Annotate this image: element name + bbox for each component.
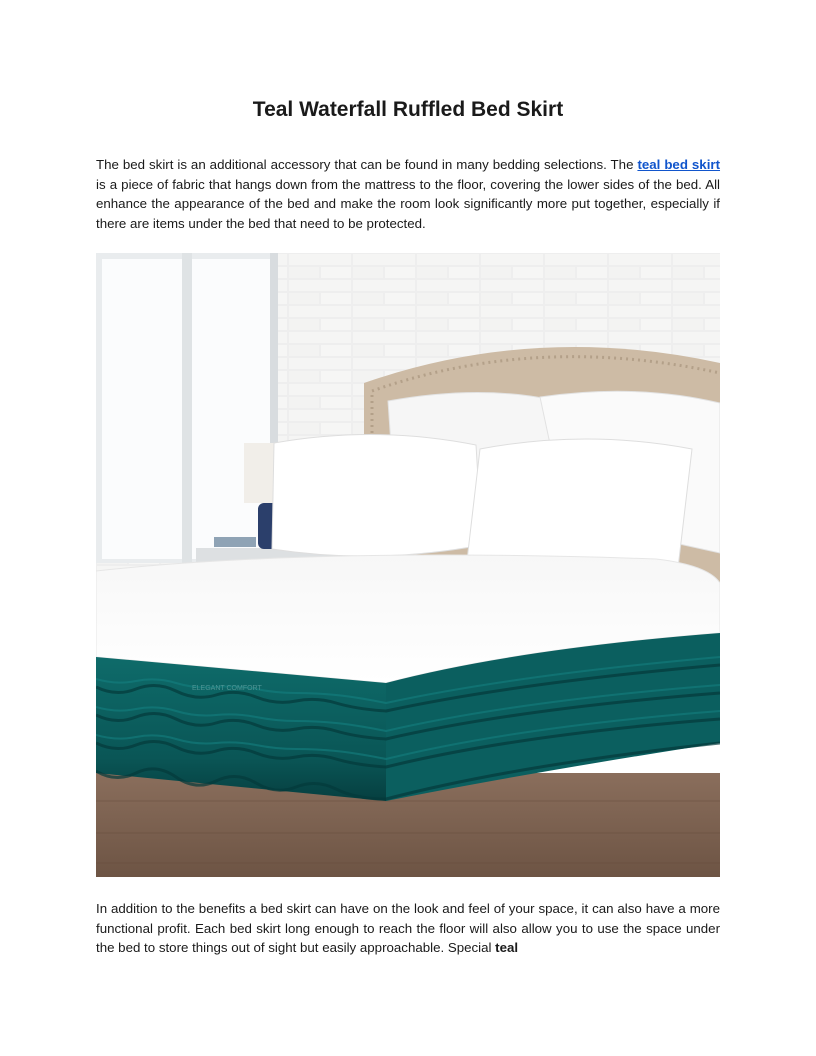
- intro-text-end: is a piece of fabric that hangs down from the mattress to the floor, covering the lower sides of the bed. All enhance the appearance of the bed and make the room look significantly more put together, especially if there are items under the bed that need to be protected.: [96, 176, 720, 231]
- second-paragraph-bold: teal: [495, 940, 519, 956]
- second-paragraph: [96, 899, 720, 958]
- page-title: Teal Waterfall Ruffled Bed Skirt: [252, 98, 564, 121]
- second-paragraph-text: In addition to the benefits a bed skirt can have on the look and feel of your space, it can also have a more functional profit. Each bed skirt long enough to reach the floor will also allow you to use the space under the bed to store things out of sight but easily approachable. Special: [96, 901, 720, 956]
- intro-paragraph: [96, 155, 720, 233]
- photo-watermark: ELEGANT COMFORT: [192, 685, 262, 692]
- teal-bed-skirt-link[interactable]: teal bed skirt: [637, 157, 721, 172]
- intro-text-start: The bed skirt is an additional accessory that can be found in many bedding selections. The: [96, 157, 638, 172]
- bed-skirt-photo: [96, 253, 720, 877]
